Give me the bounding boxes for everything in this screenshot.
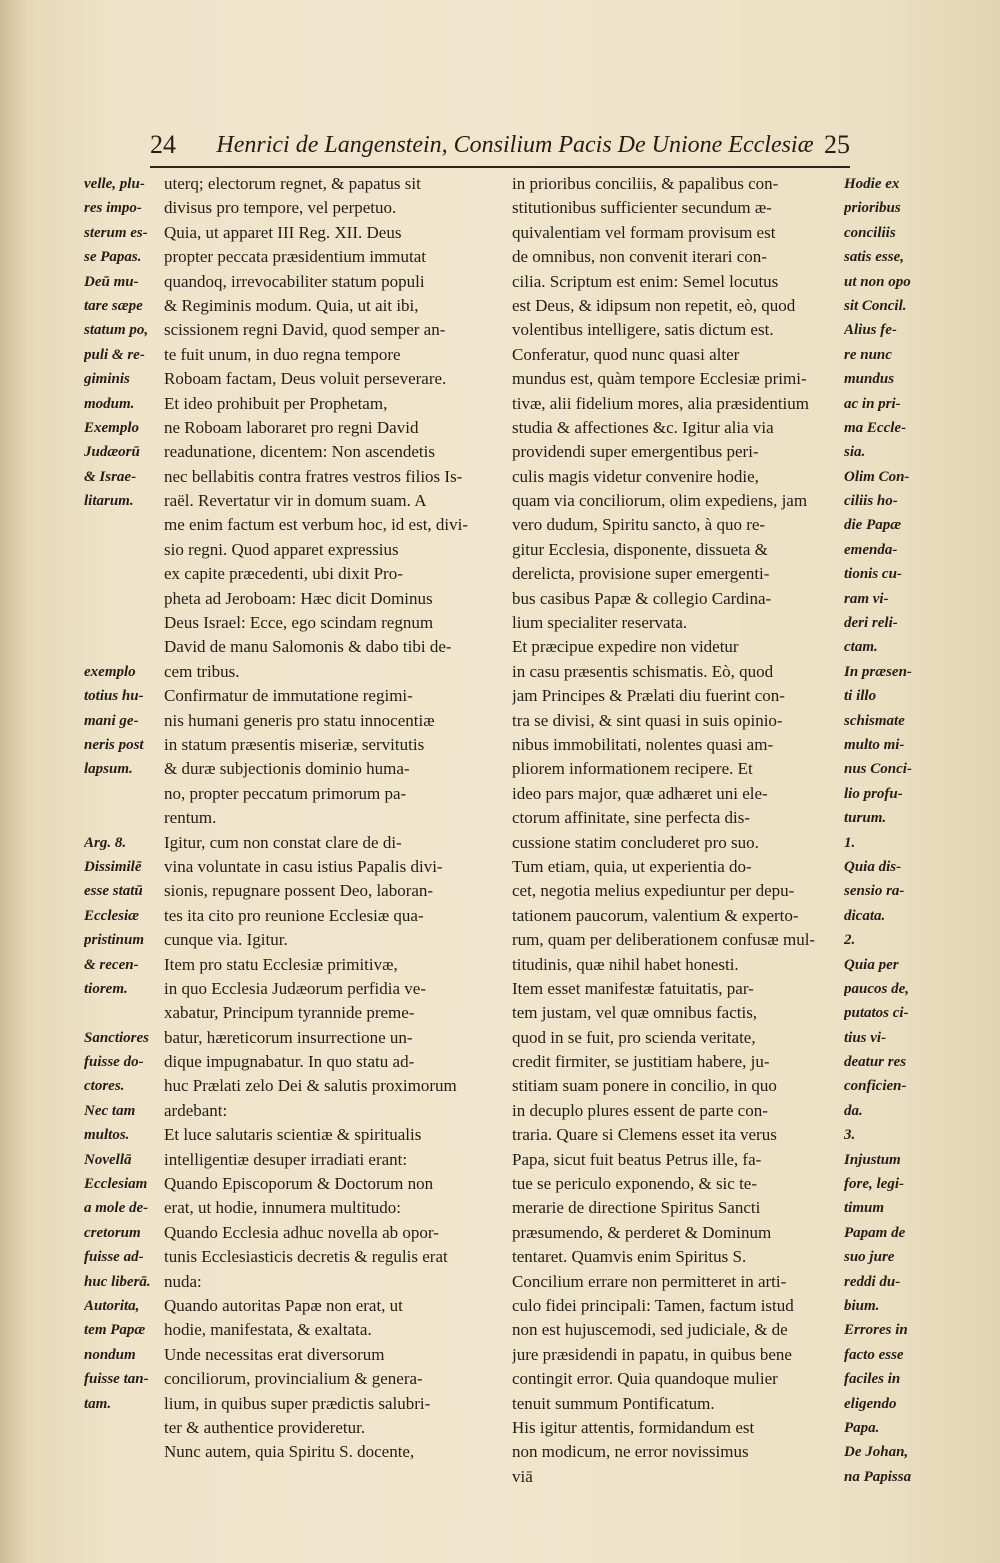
right-marginalia: [844, 172, 992, 1489]
text-line: tem justam, vel quæ omnibus factis,: [512, 1003, 758, 1023]
text-line: Et ideo prohibuit per Prophetam,: [164, 393, 388, 413]
text-line: die Papæ: [844, 517, 902, 534]
text-line: tivæ, alii fidelium mores, alia præsidentium: [512, 393, 809, 413]
text-line: propter peccata præsidentium immutat: [164, 247, 427, 267]
text-line: mundus est, quàm tempore Ecclesiæ primi-: [512, 369, 807, 389]
text-line: multo mi-: [844, 736, 905, 753]
text-line: Novellā: [84, 1151, 132, 1168]
text-line: pristinum: [84, 932, 145, 949]
text-line: facto esse: [844, 1346, 904, 1363]
text-line: credit firmiter, se justitiam habere, ju-: [512, 1052, 770, 1072]
text-line: tationem paucorum, valentium & experto-: [512, 905, 799, 925]
text-line: pliorem informationem recipere. Et: [512, 759, 753, 779]
text-line: dique impugnabatur. In quo statu ad-: [164, 1052, 415, 1072]
text-line: Sanctiores: [84, 1029, 150, 1046]
text-line: culis magis videtur convenire hodie,: [512, 466, 759, 486]
text-line: ardebant:: [164, 1100, 228, 1120]
text-line: Quia per: [844, 956, 899, 973]
text-line: conciliis: [844, 224, 896, 241]
text-line: Concilium errare non permitteret in arti-: [512, 1271, 787, 1291]
text-line: Igitur, cum non constat clare de di-: [164, 832, 402, 852]
text-line: exemplo: [84, 663, 136, 680]
text-line: Deū mu-: [84, 273, 139, 290]
text-line: [84, 782, 162, 806]
text-line: tue se periculo exponendo, & sic te-: [512, 1174, 758, 1194]
text-line: Roboam factam, Deus voluit perseverare.: [164, 369, 447, 389]
text-line: deatur res: [844, 1054, 907, 1071]
text-line: derelicta, provisione super emergenti-: [512, 564, 770, 584]
text-line: Item pro statu Ecclesiæ primitivæ,: [164, 954, 398, 974]
text-line: batur, hæreticorum insurrectione un-: [164, 1027, 413, 1047]
text-line: Alius fe-: [844, 322, 897, 339]
text-line: lio profu-: [844, 785, 903, 802]
text-line: Errores in: [844, 1322, 908, 1339]
text-line: Autorita,: [84, 1297, 140, 1314]
text-line: vina voluntate in casu istius Papalis divi-: [164, 856, 443, 876]
text-line: ctam.: [844, 639, 878, 656]
text-line: sionis, repugnare possent Deo, laboran-: [164, 881, 434, 901]
text-line: a mole de-: [84, 1200, 149, 1217]
text-line: fuisse tan-: [84, 1371, 149, 1388]
text-line: lium specialiter reservata.: [512, 613, 688, 633]
text-line: Papa.: [844, 1419, 880, 1436]
text-line: His igitur attentis, formidandum est: [512, 1417, 755, 1437]
left-text-column: [164, 172, 494, 1465]
text-line: tentaret. Quamvis enim Spiritus S.: [512, 1247, 747, 1267]
text-line: in prioribus conciliis, & papalibus con-: [512, 174, 779, 193]
text-line: Tum etiam, quia, ut experientia do-: [512, 856, 752, 876]
text-line: stitutionibus sufficienter secundum æ-: [512, 198, 772, 218]
text-line: est Deus, & idipsum non repetit, eò, quod: [512, 295, 796, 315]
text-line: præsumendo, & perderet & Dominum: [512, 1222, 772, 1242]
text-line: ma Eccle-: [844, 419, 907, 436]
text-line: Papa, sicut fuit beatus Petrus ille, fa-: [512, 1149, 762, 1169]
text-line: [84, 1001, 162, 1025]
text-line: vero dudum, Spiritu sancto, à quo re-: [512, 515, 766, 535]
text-line: Unde necessitas erat diversorum: [164, 1344, 385, 1364]
text-line: Papam de: [844, 1224, 906, 1241]
text-line: erat, ut hodie, innumera multitudo:: [164, 1198, 402, 1218]
text-line: studia & affectiones &c. Igitur alia via: [512, 417, 774, 437]
text-line: cem tribus.: [164, 661, 240, 681]
text-line: raël. Revertatur vir in domum suam. A: [164, 491, 427, 511]
text-line: [84, 611, 162, 635]
text-line: turum.: [844, 810, 887, 827]
text-line: Quando autoritas Papæ non erat, ut: [164, 1295, 403, 1315]
text-line: tunis Ecclesiasticis decretis & regulis erat: [164, 1247, 448, 1267]
text-line: ne Roboam laboraret pro regni David: [164, 417, 419, 437]
text-line: traria. Quare si Clemens esset ita verus: [512, 1125, 777, 1145]
text-line: cretorum: [84, 1224, 141, 1241]
text-line: in casu præsentis schismatis. Eò, quod: [512, 661, 774, 681]
text-line: conficien-: [844, 1078, 907, 1095]
text-line: nondum: [84, 1346, 136, 1363]
text-line: scissionem regni David, quod semper an-: [164, 320, 446, 340]
right-text-column: [512, 172, 850, 1489]
text-line: cet, negotia melius expediuntur per depu-: [512, 881, 795, 901]
text-line: totius hu-: [84, 688, 144, 705]
page-number-right: 25: [824, 130, 850, 159]
text-line: ctores.: [84, 1078, 125, 1095]
text-line: intelligentiæ desuper irradiati erant:: [164, 1149, 408, 1169]
text-line: in decuplo plures essent de parte con-: [512, 1100, 768, 1120]
text-line: tem Papæ: [84, 1322, 146, 1339]
text-line: ti illo: [844, 688, 877, 705]
page-number-left: 24: [150, 130, 176, 159]
text-line: nis humani generis pro statu innocentiæ: [164, 710, 435, 730]
text-line: Ecclesiam: [84, 1176, 148, 1193]
text-line: ram vi-: [844, 590, 889, 607]
text-line: giminis: [84, 371, 130, 388]
text-line: jure præsidendi in papatu, in quibus bene: [512, 1344, 792, 1364]
text-line: ut non opo: [844, 273, 911, 290]
text-line: se Papas.: [84, 249, 142, 266]
text-line: sterum es-: [84, 224, 148, 241]
text-line: puli & re-: [84, 346, 145, 363]
text-line: & Israe-: [84, 468, 137, 485]
text-line: quivalentiam vel formam provisum est: [512, 222, 776, 242]
text-line: cilia. Scriptum est enim: Semel locutus: [512, 271, 779, 291]
header-rule: [150, 166, 850, 168]
text-line: quod in se fuit, pro scienda veritate,: [512, 1027, 756, 1047]
text-line: Confirmatur de immutatione regimi-: [164, 686, 413, 706]
text-line: [84, 562, 162, 586]
text-line: ex capite præcedenti, ubi dixit Pro-: [164, 564, 403, 584]
text-line: esse statū: [84, 883, 143, 900]
text-line: na Papissa: [844, 1468, 912, 1485]
text-line: Et præcipue expedire non videtur: [512, 637, 739, 657]
text-line: litarum.: [84, 493, 134, 510]
text-line: [84, 513, 162, 537]
text-line: viā: [512, 1466, 533, 1486]
text-line: satis esse,: [844, 249, 904, 266]
text-line: xabatur, Principum tyrannide preme-: [164, 1003, 415, 1023]
text-line: & recen-: [84, 956, 139, 973]
text-line: mundus: [844, 371, 895, 388]
text-line: Quia, ut apparet III Reg. XII. Deus: [164, 222, 402, 242]
running-header: [150, 128, 850, 162]
text-line: emenda-: [844, 541, 898, 558]
text-line: no, propter peccatum primorum pa-: [164, 783, 407, 803]
text-line: faciles in: [844, 1371, 901, 1388]
text-line: re nunc: [844, 346, 892, 363]
text-line: tare sæpe: [84, 297, 143, 314]
text-line: jam Principes & Prælati diu fuerint con-: [512, 686, 785, 706]
text-line: nec bellabitis contra fratres vestros filios Is-: [164, 466, 463, 486]
text-line: merarie de directione Spiritus Sancti: [512, 1198, 761, 1218]
text-line: ter & authentice provideretur.: [164, 1417, 366, 1437]
text-line: nuda:: [164, 1271, 202, 1291]
text-line: titudinis, quæ nihil habet honesti.: [512, 954, 739, 974]
text-line: [84, 538, 162, 562]
text-line: Judæorū: [84, 444, 140, 461]
text-line: culo fidei principali: Tamen, factum istud: [512, 1295, 794, 1315]
text-line: lapsum.: [84, 761, 133, 778]
text-line: tam.: [84, 1395, 112, 1412]
text-line: timum: [844, 1200, 885, 1217]
text-line: tenuit summum Pontificatum.: [512, 1393, 715, 1413]
text-line: eligendo: [844, 1395, 897, 1412]
text-line: [84, 806, 162, 830]
text-line: tra se divisi, & sint quasi in suis opinio-: [512, 710, 783, 730]
text-line: Quando Episcoporum & Doctorum non: [164, 1174, 434, 1194]
text-line: sit Concil.: [844, 297, 907, 314]
text-line: rum, quam per deliberationem confusæ mul-: [512, 930, 816, 950]
text-line: multos.: [84, 1127, 130, 1144]
text-line: huc liberā.: [84, 1273, 151, 1290]
text-line: reddi du-: [844, 1273, 901, 1290]
text-line: uterq; electorum regnet, & papatus sit: [164, 174, 421, 193]
text-line: Et luce salutaris scientiæ & spiritualis: [164, 1125, 422, 1145]
text-line: Exemplo: [84, 419, 139, 436]
text-line: paucos de,: [844, 980, 909, 997]
text-line: Deus Israel: Ecce, ego scindam regnum: [164, 613, 434, 633]
text-line: sia.: [844, 444, 866, 461]
text-line: readunatione, dicentem: Non ascendetis: [164, 442, 435, 462]
text-line: res impo-: [84, 200, 142, 217]
text-line: lium, in quibus super prædictis salubri-: [164, 1393, 431, 1413]
text-line: non est hujuscemodi, sed judiciale, & de: [512, 1320, 788, 1340]
text-line: neris post: [84, 736, 144, 753]
text-line: cunque via. Igitur.: [164, 930, 288, 950]
text-line: Item esset manifestæ fatuitatis, par-: [512, 978, 754, 998]
text-line: quandoq, irrevocabiliter statum populi: [164, 271, 425, 291]
text-line: schismate: [844, 712, 905, 729]
text-line: contingit error. Quia quandoque mulier: [512, 1369, 778, 1389]
text-line: rentum.: [164, 808, 217, 828]
text-line: volentibus intelligere, satis dictum est.: [512, 320, 774, 340]
text-line: nibus immobilitati, nolentes quasi am-: [512, 734, 774, 754]
text-line: ideo pars major, quæ adhæret uni ele-: [512, 783, 768, 803]
text-line: bium.: [844, 1297, 880, 1314]
text-line: sio regni. Quod apparet expressius: [164, 539, 399, 559]
text-line: dicata.: [844, 907, 886, 924]
text-line: putatos ci-: [844, 1005, 909, 1022]
text-line: tionis cu-: [844, 566, 902, 583]
text-line: quam via conciliorum, olim expediens, jam: [512, 491, 808, 511]
text-line: prioribus: [844, 200, 901, 217]
text-line: Hodie ex: [844, 176, 900, 192]
text-line: tes ita cito pro reunione Ecclesiæ qua-: [164, 905, 424, 925]
text-line: me enim factum est verbum hoc, id est, divi-: [164, 515, 469, 535]
text-line: gitur Ecclesia, disponente, dissueta &: [512, 539, 768, 559]
text-line: Arg. 8.: [84, 834, 127, 851]
text-line: cussione statim concluderet pro suo.: [512, 832, 759, 852]
text-line: providendi super emergentibus peri-: [512, 442, 759, 462]
text-line: divisus pro tempore, vel perpetuo.: [164, 198, 397, 218]
text-line: David de manu Salomonis & dabo tibi de-: [164, 637, 452, 657]
text-line: suo jure: [844, 1249, 895, 1266]
text-line: & duræ subjectionis dominio huma-: [164, 759, 410, 779]
text-line: Nunc autem, quia Spiritu S. docente,: [164, 1442, 415, 1462]
text-line: mani ge-: [84, 712, 139, 729]
text-line: Quia dis-: [844, 858, 902, 875]
left-marginalia: [84, 172, 162, 1416]
text-line: & Regiminis modum. Quia, ut ait ibi,: [164, 295, 419, 315]
running-title: Henrici de Langenstein, Consilium Pacis De Unione Ecclesiæ: [216, 132, 814, 158]
text-line: te fuit unum, in duo regna tempore: [164, 344, 401, 364]
text-line: 3.: [844, 1127, 856, 1144]
text-line: De Johan,: [844, 1444, 909, 1461]
text-line: da.: [844, 1102, 863, 1119]
text-line: Dissimilē: [84, 858, 142, 875]
text-line: Quando Ecclesia adhuc novella ab opor-: [164, 1222, 439, 1242]
text-line: Ecclesiæ: [84, 907, 139, 924]
text-line: tiorem.: [84, 980, 128, 997]
text-line: sensio ra-: [844, 883, 905, 900]
text-line: ac in pri-: [844, 395, 901, 412]
text-line: fuisse ad-: [84, 1249, 144, 1266]
text-line: stitiam suam ponere in concilio, in quo: [512, 1076, 777, 1096]
text-line: fuisse do-: [84, 1054, 144, 1071]
text-line: non modicum, ne error novissimus: [512, 1442, 749, 1462]
text-line: 2.: [844, 932, 856, 949]
text-line: in quo Ecclesia Judæorum perfidia ve-: [164, 978, 427, 998]
text-line: tius vi-: [844, 1029, 887, 1046]
text-line: pheta ad Jeroboam: Hæc dicit Dominus: [164, 588, 433, 608]
text-line: conciliorum, provincialium & genera-: [164, 1369, 423, 1389]
text-line: Conferatur, quod nunc quasi alter: [512, 344, 740, 364]
text-line: deri reli-: [844, 615, 898, 632]
text-line: [84, 635, 162, 659]
text-line: hodie, manifestata, & exaltata.: [164, 1320, 372, 1340]
text-line: 1.: [844, 834, 856, 851]
text-line: in statum præsentis miseriæ, servitutis: [164, 734, 425, 754]
text-line: modum.: [84, 395, 135, 412]
text-line: Injustum: [844, 1151, 901, 1168]
text-line: fore, legi-: [844, 1176, 904, 1193]
text-line: bus casibus Papæ & collegio Cardina-: [512, 588, 772, 608]
text-line: de omnibus, non convenit iterari con-: [512, 247, 767, 267]
text-line: velle, plu-: [84, 176, 145, 192]
text-line: Olim Con-: [844, 468, 910, 485]
text-line: [84, 587, 162, 611]
text-line: ctorum affinitate, sine perfecta dis-: [512, 808, 751, 828]
text-line: statum po,: [84, 322, 149, 339]
text-line: Nec tam: [84, 1102, 136, 1119]
text-line: huc Prælati zelo Dei & salutis proximorum: [164, 1076, 457, 1096]
text-line: In præsen-: [844, 663, 912, 680]
text-line: ciliis ho-: [844, 493, 898, 510]
text-line: nus Conci-: [844, 761, 912, 778]
